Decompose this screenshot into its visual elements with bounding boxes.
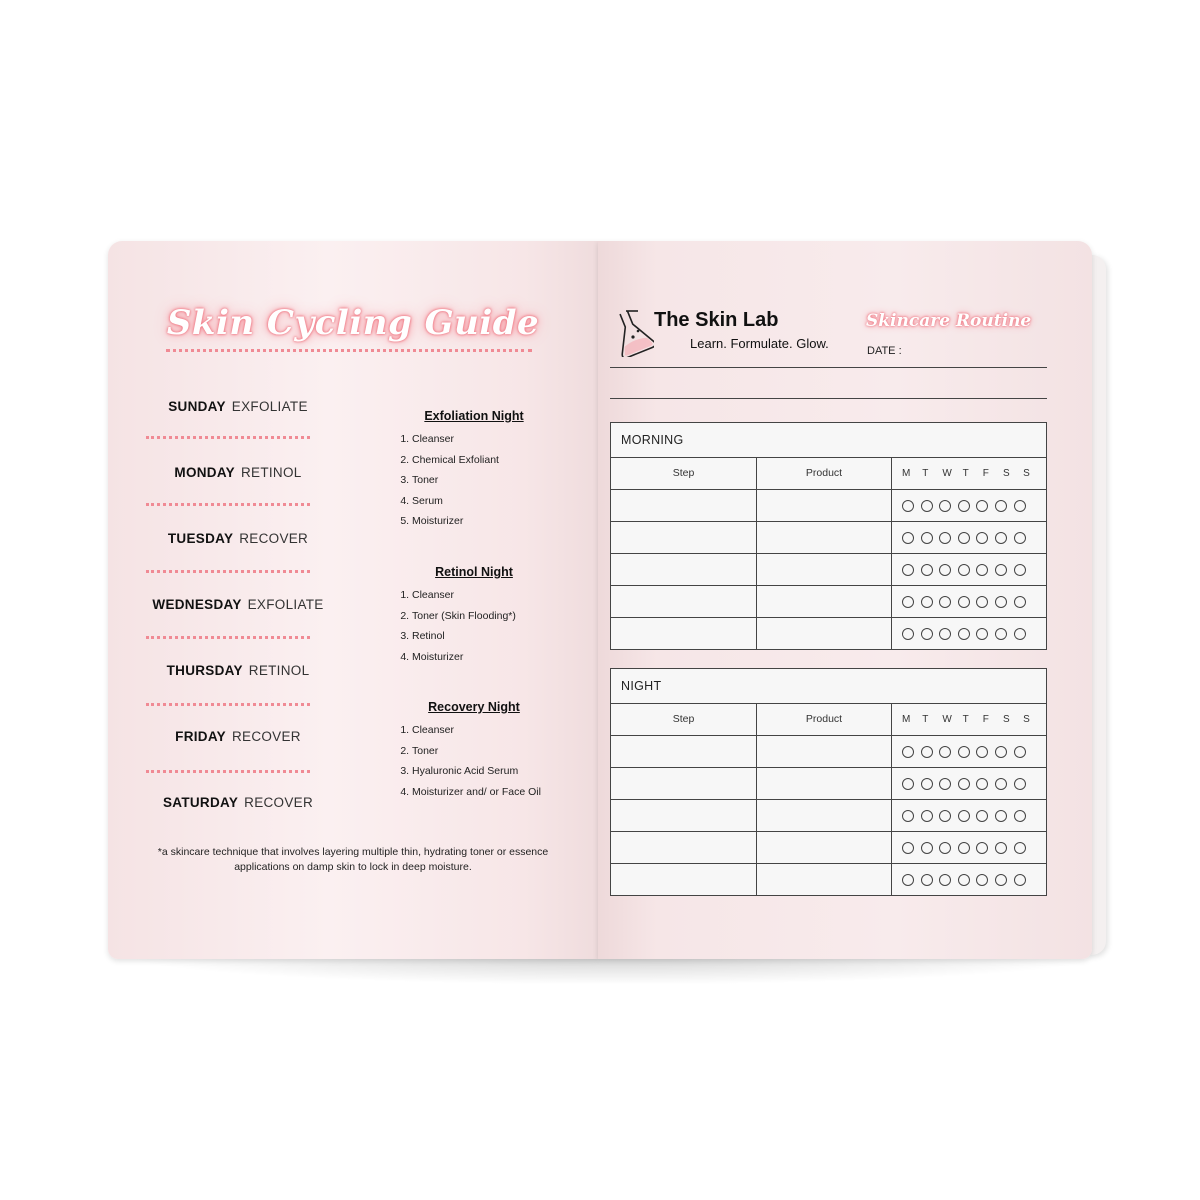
- routine-step: 1. Cleanser: [412, 720, 606, 741]
- night-rows: [611, 736, 1046, 895]
- footnote: *a skincare technique that involves layering multiple thin, hydrating toner or essence applications on damp skin to lock in deep moisture.: [157, 846, 549, 873]
- day-activity: RECOVER: [244, 795, 314, 810]
- day-initial: F: [982, 714, 989, 725]
- table-title: MORNING: [611, 423, 1046, 458]
- routine-step: 2. Toner: [412, 741, 606, 762]
- day-row: [128, 399, 348, 414]
- day-checkbox[interactable]: [939, 500, 951, 512]
- day-checkbox[interactable]: [958, 842, 970, 854]
- step-cell[interactable]: [611, 490, 757, 521]
- day-initial: T: [962, 714, 969, 725]
- routine-recovery: [390, 700, 606, 802]
- step-cell[interactable]: [611, 800, 757, 831]
- table-row: [611, 800, 1046, 832]
- notes-rule: [610, 398, 1047, 399]
- routine-steps: [390, 429, 606, 532]
- day-initial: S: [1002, 468, 1010, 479]
- flask-icon: [610, 307, 654, 362]
- morning-table: [610, 422, 1047, 650]
- brand-name: The Skin Lab: [654, 309, 779, 331]
- day-checkbox[interactable]: [995, 500, 1007, 512]
- day-checkbox[interactable]: [921, 500, 933, 512]
- day-checkbox[interactable]: [1014, 810, 1026, 822]
- day-initial: S: [1002, 714, 1010, 725]
- day-checkbox[interactable]: [995, 778, 1007, 790]
- day-checkbox[interactable]: [921, 874, 933, 886]
- header-rule: [610, 367, 1047, 368]
- day-checkbox[interactable]: [958, 500, 970, 512]
- day-initial: T: [922, 714, 929, 725]
- day-checkbox[interactable]: [958, 874, 970, 886]
- product-cell[interactable]: [757, 490, 892, 521]
- day-checkbox[interactable]: [995, 596, 1007, 608]
- day-checkbox[interactable]: [958, 596, 970, 608]
- day-checkboxes: [892, 800, 1046, 831]
- day-label: WEDNESDAY: [152, 597, 242, 612]
- step-cell[interactable]: [611, 864, 757, 895]
- day-checkboxes: [892, 832, 1046, 863]
- day-checkbox[interactable]: [939, 874, 951, 886]
- day-checkbox[interactable]: [1014, 564, 1026, 576]
- day-activity: RECOVER: [231, 729, 301, 744]
- day-checkbox[interactable]: [1014, 628, 1026, 640]
- routine-steps: [390, 720, 606, 802]
- day-label: MONDAY: [174, 465, 235, 480]
- day-checkbox[interactable]: [976, 746, 988, 758]
- day-checkbox[interactable]: [902, 874, 914, 886]
- table-row: [611, 554, 1046, 586]
- day-checkbox[interactable]: [902, 778, 914, 790]
- day-checkboxes: [892, 586, 1046, 617]
- day-activity: EXFOLIATE: [231, 399, 308, 414]
- step-header: Step: [611, 458, 757, 489]
- day-label: SATURDAY: [162, 795, 239, 810]
- product-cell[interactable]: [757, 864, 892, 895]
- day-checkbox[interactable]: [958, 532, 970, 544]
- table-header-row: [611, 704, 1046, 736]
- table-row: [611, 864, 1046, 895]
- day-checkbox[interactable]: [1014, 746, 1026, 758]
- day-divider: [146, 436, 310, 439]
- day-checkbox[interactable]: [902, 500, 914, 512]
- day-row: [128, 531, 348, 546]
- night-table: [610, 668, 1047, 896]
- days-header: [892, 704, 1046, 735]
- day-checkbox[interactable]: [995, 842, 1007, 854]
- day-label: FRIDAY: [175, 729, 226, 744]
- day-checkbox[interactable]: [995, 810, 1007, 822]
- table-row: [611, 832, 1046, 864]
- routine-steps: [390, 585, 606, 667]
- routine-title: Exfoliation Night: [424, 409, 524, 423]
- open-notebook: [108, 241, 1092, 959]
- step-cell[interactable]: [611, 554, 757, 585]
- left-page: [108, 241, 598, 959]
- day-divider: [146, 570, 310, 573]
- day-checkbox[interactable]: [976, 596, 988, 608]
- day-checkbox[interactable]: [976, 628, 988, 640]
- day-checkbox[interactable]: [921, 532, 933, 544]
- day-checkbox[interactable]: [902, 810, 914, 822]
- step-cell[interactable]: [611, 522, 757, 553]
- product-cell[interactable]: [757, 800, 892, 831]
- day-initial: T: [962, 468, 969, 479]
- day-checkbox[interactable]: [958, 810, 970, 822]
- day-checkbox[interactable]: [958, 564, 970, 576]
- routine-step: 3. Toner: [412, 470, 606, 491]
- routine-step: 4. Moisturizer and/ or Face Oil: [412, 782, 606, 803]
- step-cell[interactable]: [611, 832, 757, 863]
- routine-exfoliation: [390, 409, 606, 532]
- day-initial: S: [1023, 714, 1030, 725]
- day-checkbox[interactable]: [902, 596, 914, 608]
- day-checkbox[interactable]: [958, 628, 970, 640]
- day-checkbox[interactable]: [921, 842, 933, 854]
- day-divider: [146, 636, 310, 639]
- day-checkboxes: [892, 736, 1046, 767]
- day-checkbox[interactable]: [902, 628, 914, 640]
- day-checkbox[interactable]: [939, 596, 951, 608]
- day-checkbox[interactable]: [976, 842, 988, 854]
- day-checkbox[interactable]: [976, 564, 988, 576]
- routine-step: 5. Moisturizer: [412, 511, 606, 532]
- day-checkbox[interactable]: [921, 746, 933, 758]
- day-checkbox[interactable]: [939, 842, 951, 854]
- table-header-row: [611, 458, 1046, 490]
- day-checkbox[interactable]: [921, 778, 933, 790]
- step-cell[interactable]: [611, 586, 757, 617]
- step-cell[interactable]: [611, 768, 757, 799]
- brand-tagline: Learn. Formulate. Glow.: [690, 336, 829, 351]
- product-cell[interactable]: [757, 768, 892, 799]
- day-checkbox[interactable]: [939, 564, 951, 576]
- routine-step: 1. Cleanser: [412, 585, 606, 606]
- product-header: Product: [757, 458, 892, 489]
- day-initial: W: [942, 468, 952, 479]
- product-header: Product: [757, 704, 892, 735]
- table-row: [611, 736, 1046, 768]
- table-row: [611, 490, 1046, 522]
- day-row: [128, 597, 348, 612]
- day-checkbox[interactable]: [995, 746, 1007, 758]
- product-cell[interactable]: [757, 522, 892, 553]
- days-header: [892, 458, 1046, 489]
- day-checkbox[interactable]: [939, 778, 951, 790]
- day-initial: W: [942, 714, 952, 725]
- product-cell[interactable]: [757, 554, 892, 585]
- day-row: [128, 729, 348, 744]
- day-activity: EXFOLIATE: [247, 597, 324, 612]
- day-row: [128, 795, 348, 810]
- day-checkbox[interactable]: [939, 746, 951, 758]
- guide-title: Skin Cycling Guide: [166, 303, 540, 343]
- day-checkbox[interactable]: [902, 746, 914, 758]
- table-row: [611, 522, 1046, 554]
- product-cell[interactable]: [757, 618, 892, 649]
- routine-step: 4. Serum: [412, 491, 606, 512]
- day-checkbox[interactable]: [1014, 532, 1026, 544]
- routine-step: 2. Chemical Exfoliant: [412, 450, 606, 471]
- day-initial: T: [922, 468, 929, 479]
- table-row: [611, 768, 1046, 800]
- day-checkbox[interactable]: [995, 628, 1007, 640]
- day-checkbox[interactable]: [902, 842, 914, 854]
- routine-step: 3. Hyaluronic Acid Serum: [412, 761, 606, 782]
- date-label: DATE :: [867, 345, 902, 357]
- day-checkbox[interactable]: [976, 500, 988, 512]
- day-checkbox[interactable]: [995, 564, 1007, 576]
- day-row: [128, 663, 348, 678]
- day-checkbox[interactable]: [976, 778, 988, 790]
- day-initial: F: [982, 468, 989, 479]
- product-cell[interactable]: [757, 736, 892, 767]
- table-row: [611, 618, 1046, 649]
- step-header: Step: [611, 704, 757, 735]
- day-checkbox[interactable]: [902, 532, 914, 544]
- day-checkbox[interactable]: [976, 532, 988, 544]
- day-initial: M: [902, 714, 911, 725]
- step-cell[interactable]: [611, 618, 757, 649]
- day-row: [128, 465, 348, 480]
- skincare-routine-title: Skincare Routine: [866, 311, 1032, 331]
- day-activity: RETINOL: [248, 663, 310, 678]
- day-checkboxes: [892, 768, 1046, 799]
- day-checkbox[interactable]: [995, 874, 1007, 886]
- routine-step: 4. Moisturizer: [412, 647, 606, 668]
- day-checkbox[interactable]: [1014, 596, 1026, 608]
- day-divider: [146, 503, 310, 506]
- day-checkbox[interactable]: [921, 596, 933, 608]
- day-checkbox[interactable]: [1014, 500, 1026, 512]
- day-checkbox[interactable]: [921, 810, 933, 822]
- day-checkbox[interactable]: [939, 628, 951, 640]
- day-activity: RECOVER: [239, 531, 309, 546]
- day-initial: M: [902, 468, 911, 479]
- day-checkbox[interactable]: [976, 810, 988, 822]
- title-divider: [166, 349, 532, 352]
- day-checkbox[interactable]: [921, 564, 933, 576]
- routine-title: Retinol Night: [435, 565, 513, 579]
- day-checkbox[interactable]: [902, 564, 914, 576]
- step-cell[interactable]: [611, 736, 757, 767]
- day-checkboxes: [892, 864, 1046, 895]
- day-checkbox[interactable]: [958, 746, 970, 758]
- routine-step: 1. Cleanser: [412, 429, 606, 450]
- table-title: NIGHT: [611, 669, 1046, 704]
- day-checkboxes: [892, 490, 1046, 521]
- product-cell[interactable]: [757, 586, 892, 617]
- routine-step: 3. Retinol: [412, 626, 606, 647]
- day-label: SUNDAY: [168, 399, 226, 414]
- day-checkbox[interactable]: [1014, 778, 1026, 790]
- routine-title: Recovery Night: [428, 700, 520, 714]
- day-checkboxes: [892, 554, 1046, 585]
- day-label: TUESDAY: [167, 531, 234, 546]
- day-checkbox[interactable]: [958, 778, 970, 790]
- morning-rows: [611, 490, 1046, 649]
- day-divider: [146, 703, 310, 706]
- day-checkbox[interactable]: [939, 532, 951, 544]
- product-cell[interactable]: [757, 832, 892, 863]
- day-checkboxes: [892, 522, 1046, 553]
- day-checkbox[interactable]: [1014, 842, 1026, 854]
- day-checkbox[interactable]: [1014, 874, 1026, 886]
- day-label: THURSDAY: [166, 663, 243, 678]
- day-checkbox[interactable]: [995, 532, 1007, 544]
- table-row: [611, 586, 1046, 618]
- day-checkbox[interactable]: [939, 810, 951, 822]
- day-activity: RETINOL: [240, 465, 302, 480]
- day-checkboxes: [892, 618, 1046, 649]
- day-checkbox[interactable]: [921, 628, 933, 640]
- day-initial: S: [1023, 468, 1030, 479]
- right-page: [598, 241, 1092, 959]
- day-checkbox[interactable]: [976, 874, 988, 886]
- routine-step: 2. Toner (Skin Flooding*): [412, 606, 606, 627]
- routine-retinol: [390, 565, 606, 667]
- day-divider: [146, 770, 310, 773]
